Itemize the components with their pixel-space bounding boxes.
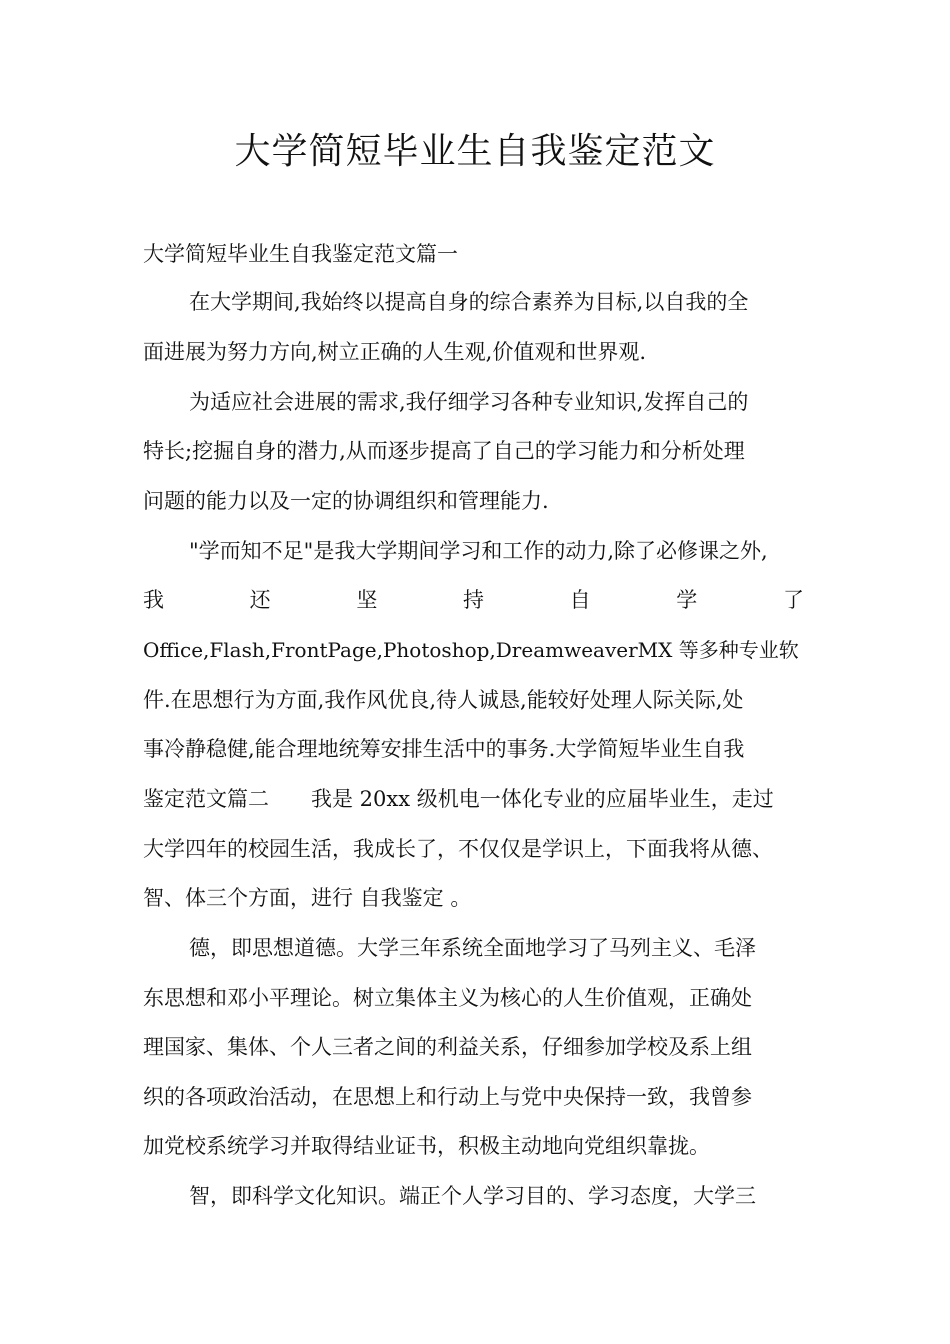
paragraph-line: 大学四年的校园生活，我成长了，不仅仅是学识上，下面我将从德、 [143,837,773,861]
paragraph-line: 面进展为努力方向,树立正确的人生观,价值观和世界观. [143,340,647,364]
justified-char: 学 [676,588,698,612]
document-title: 大学简短毕业生自我鉴定范文 [234,131,716,172]
section-heading: 大学简短毕业生自我鉴定范文篇一 [143,242,458,266]
paragraph-line: "学而知不足"是我大学期间学习和工作的动力,除了必修课之外, [189,539,768,563]
justified-char: 还 [249,588,271,612]
paragraph-line: 件.在思想行为方面,我作风优良,待人诚恳,能较好处理人际关际,处 [143,688,744,712]
justified-char: 自 [569,588,591,612]
paragraph-line: 智、体三个方面，进行 自我鉴定 。 [143,886,472,910]
paragraph-line: Office,Flash,FrontPage,Photoshop,DreamweaverMX 等多种专业软 [143,638,799,662]
paragraph-line: 织的各项政治活动，在思想上和行动上与党中央保持一致，我曾参 [143,1085,752,1109]
paragraph-line: 事冷静稳健,能合理地统筹安排生活中的事务.大学简短毕业生自我 [143,737,745,761]
paragraph-line: 东思想和邓小平理论。树立集体主义为核心的人生价值观，正确处 [143,986,752,1010]
paragraph-line: 为适应社会进展的需求,我仔细学习各种专业知识,发挥自己的 [189,390,749,414]
justified-char: 持 [462,588,484,612]
justified-char: 了 [782,588,804,612]
paragraph-line: 问题的能力以及一定的协调组织和管理能力. [143,489,549,513]
paragraph-line: 在大学期间,我始终以提高自身的综合素养为目标,以自我的全 [189,290,749,314]
paragraph-line: 智，即科学文化知识。端正个人学习目的、学习态度，大学三 [189,1184,756,1208]
justified-line [143,585,804,615]
paragraph-line: 德，即思想道德。大学三年系统全面地学习了马列主义、毛泽 [189,936,756,960]
paragraph-line: 理国家、集体、个人三者之间的利益关系，仔细参加学校及系上组 [143,1035,752,1059]
paragraph-line: 特长;挖掘自身的潜力,从而逐步提高了自己的学习能力和分析处理 [143,439,745,463]
paragraph-line: 加党校系统学习并取得结业证书，积极主动地向党组织靠拢。 [143,1134,710,1158]
justified-char: 我 [143,588,164,612]
justified-char: 坚 [356,588,378,612]
paragraph-line: 鉴定范文篇二 我是 20xx 级机电一体化专业的应届毕业生，走过 [143,787,774,811]
